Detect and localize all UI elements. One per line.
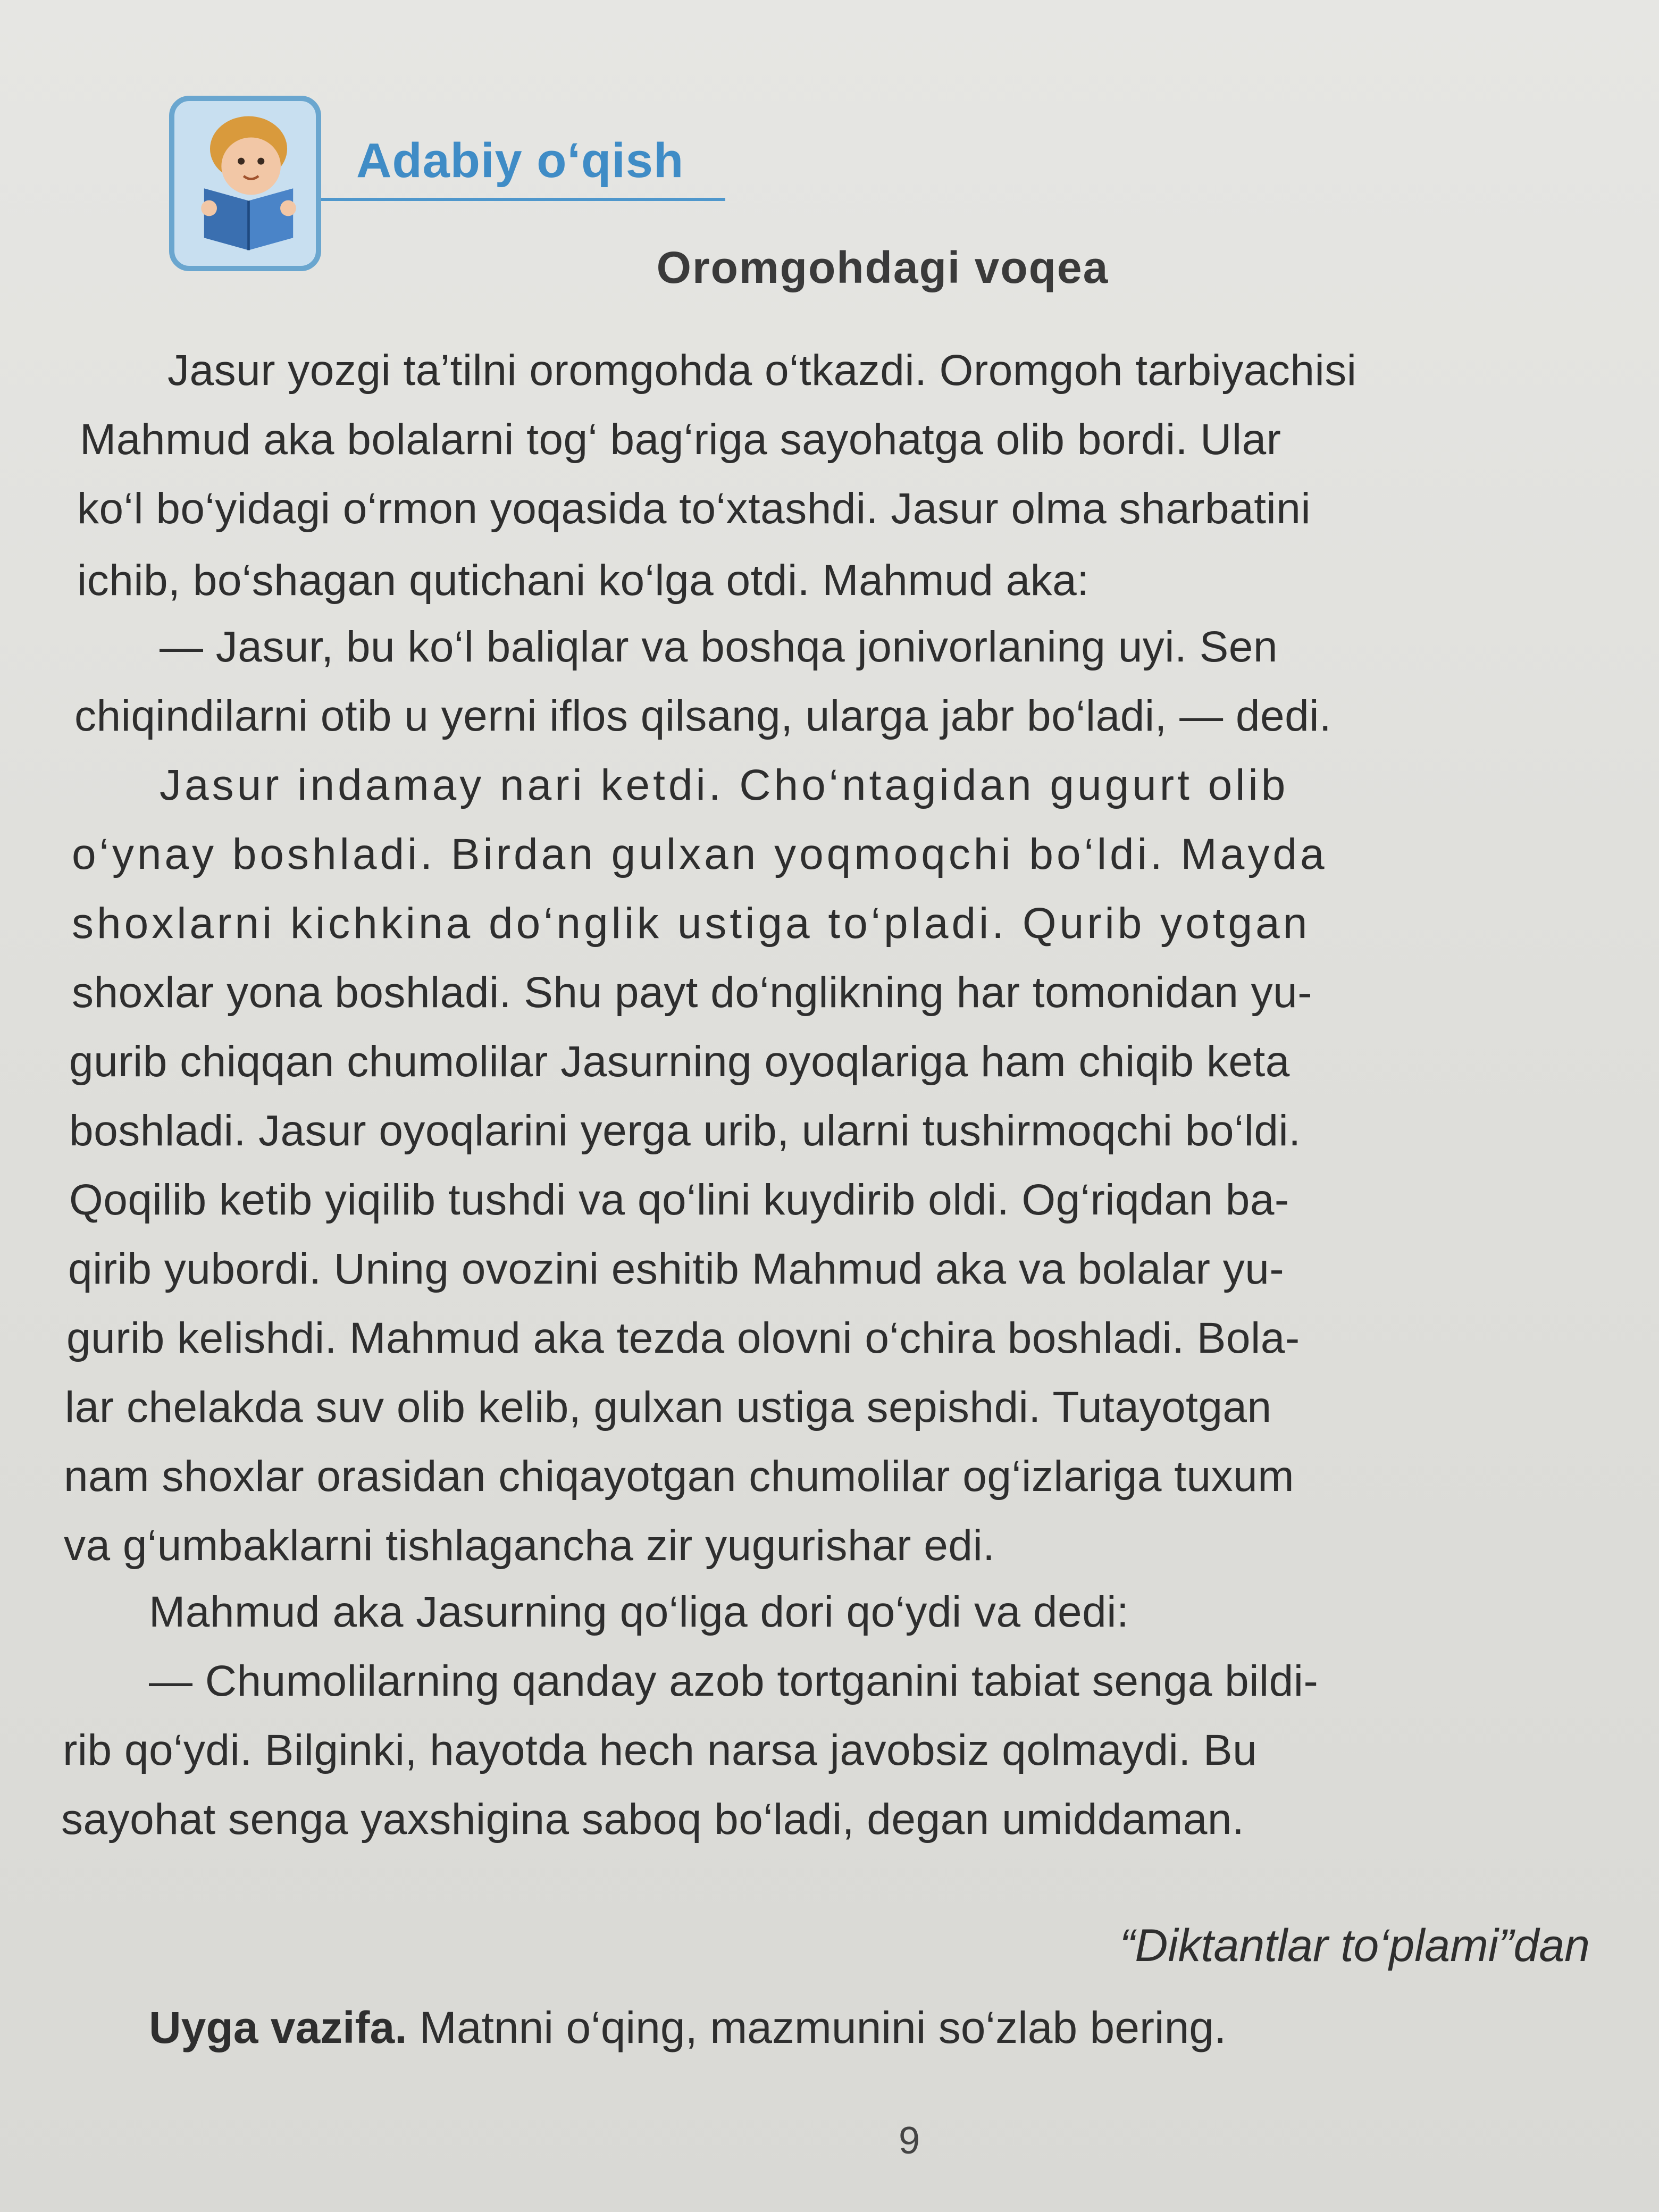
body-line: Jasur yozgi ta’tilni oromgohda o‘tkazdi. Oromgoh tarbiyachisi (167, 346, 1357, 395)
source-citation: “Diktantlar to‘plami”dan (1119, 1920, 1590, 1971)
homework-text: Matnni o‘qing, mazmunini so‘zlab bering. (419, 2002, 1227, 2052)
body-line: chiqindilarni otib u yerni iflos qilsang, ularga jabr bo‘ladi, — dedi. (74, 692, 1332, 740)
body-line: ko‘l bo‘yidagi o‘rmon yoqasida to‘xtashdi. Jasur olma sharbatini (77, 484, 1311, 533)
body-line: va g‘umbaklarni tishlagancha zir yugurishar edi. (64, 1521, 995, 1570)
body-line: ichib, bo‘shagan qutichani ko‘lga otdi. Mahmud aka: (77, 556, 1090, 605)
body-line: boshladi. Jasur oyoqlarini yerga urib, ularni tushirmoqchi bo‘ldi. (69, 1107, 1301, 1155)
body-line: sayohat senga yaxshigina saboq bo‘ladi, degan umiddaman. (61, 1795, 1245, 1844)
homework-label: Uyga vazifa. (149, 2002, 407, 2052)
body-line: shoxlarni kichkina do‘nglik ustiga to‘pladi. Qurib yotgan (72, 899, 1311, 948)
body-line: gurib chiqqan chumolilar Jasurning oyoqlariga ham chiqib keta (69, 1037, 1290, 1086)
section-title: Adabiy o‘qish (356, 133, 684, 188)
homework-line (149, 2002, 1226, 2054)
body-line: Mahmud aka Jasurning qo‘liga dori qo‘ydi va dedi: (149, 1588, 1129, 1636)
body-line: — Jasur, bu ko‘l baliqlar va boshqa jonivorlaning uyi. Sen (160, 623, 1278, 671)
body-line: o‘ynay boshladi. Birdan gulxan yoqmoqchi bo‘ldi. Mayda (72, 830, 1328, 878)
body-line: qirib yubordi. Uning ovozini eshitib Mahmud aka va bolalar yu- (68, 1245, 1285, 1293)
story-title: Oromgohdagi voqea (656, 242, 1109, 292)
page-number: 9 (898, 2119, 920, 2162)
body-line: — Chumolilarning qanday azob tortganini tabiat senga bildi- (149, 1657, 1319, 1705)
body-line: rib qo‘ydi. Bilginki, hayotda hech narsa javobsiz qolmaydi. Bu (63, 1726, 1258, 1774)
body-line: Qoqilib ketib yiqilib tushdi va qo‘lini kuydirib oldi. Og‘riqdan ba- (69, 1176, 1289, 1224)
section-divider (321, 198, 725, 201)
body-line: Jasur indamay nari ketdi. Cho‘ntagidan gugurt olib (160, 761, 1289, 809)
body-line: shoxlar yona boshladi. Shu payt do‘nglikning har tomonidan yu- (72, 968, 1313, 1017)
body-line: lar chelakda suv olib kelib, gulxan ustiga sepishdi. Tutayotgan (65, 1383, 1272, 1431)
body-line: Mahmud aka bolalarni tog‘ bag‘riga sayohatga olib bordi. Ular (80, 415, 1281, 464)
body-line: gurib kelishdi. Mahmud aka tezda olovni o‘chira boshladi. Bola- (66, 1314, 1300, 1362)
body-line: nam shoxlar orasidan chiqayotgan chumolilar og‘izlariga tuxum (64, 1452, 1295, 1501)
